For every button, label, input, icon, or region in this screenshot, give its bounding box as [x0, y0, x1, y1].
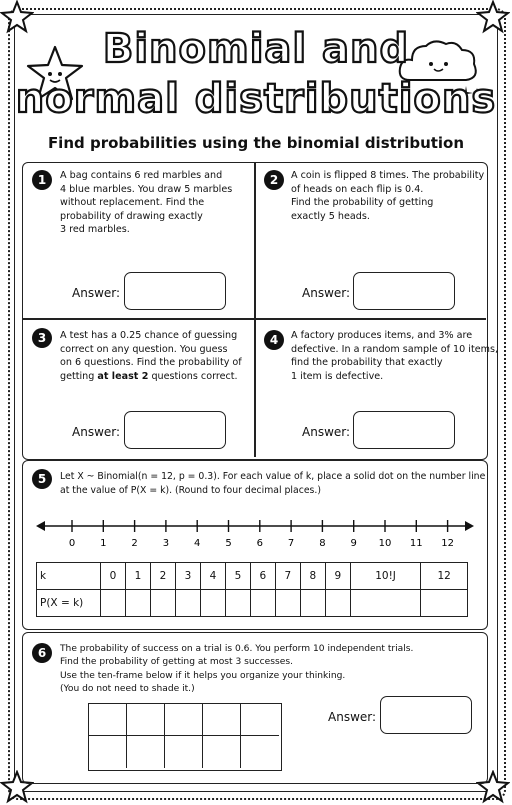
table-cell-probability[interactable]: [200, 590, 225, 617]
problem-2-answer-box[interactable]: [353, 272, 455, 310]
arrow-right-icon: [465, 521, 474, 531]
page-title: [0, 24, 512, 124]
number-line-label: 10: [378, 538, 392, 549]
table-cell-k: 0: [101, 563, 126, 590]
number-line-label: 6: [256, 538, 263, 549]
problem-number-badge: 4: [264, 330, 284, 350]
table-cell-probability[interactable]: [325, 590, 350, 617]
number-line-label: 5: [225, 538, 232, 549]
table-cell-probability[interactable]: [125, 590, 150, 617]
grid-divider-horizontal: [23, 318, 486, 320]
table-row-k: [37, 563, 468, 590]
grid-divider-vertical: [254, 163, 256, 457]
ten-frame-cell[interactable]: [127, 704, 165, 736]
problem-6-text: The probability of success on a trial is 0.6. You perform 10 independent trials. Find the probability of getting at most 3 successes. Use the ten-frame below if it helps you organize your thinking. (You do not need to shade it.): [60, 644, 414, 695]
problem-3-text-part: questions correct.: [148, 370, 238, 382]
problem-3-text-part: A test has a 0.25 chance of guessing correct on any question. You guess on 6 questions. Find the probability of getting: [60, 330, 242, 382]
table-cell-probability[interactable]: [101, 590, 126, 617]
answer-label: Answer:: [72, 286, 121, 300]
problem-1-text: A bag contains 6 red marbles and 4 blue marbles. You draw 5 marbles without replacement. Find the probability of drawing exactly 3 red marbles.: [60, 170, 233, 236]
subtitle: Find probabilities using the binomial distribution: [47, 134, 465, 152]
problem-3-answer-box[interactable]: [124, 411, 226, 449]
table-cell-k: 1: [125, 563, 150, 590]
number-line-label: 2: [131, 538, 138, 549]
ten-frame-cell[interactable]: [165, 736, 203, 768]
table-header-k: k: [37, 563, 101, 590]
number-line-label: 4: [194, 538, 201, 549]
ten-frame-cell[interactable]: [127, 736, 165, 768]
table-cell-probability[interactable]: [225, 590, 250, 617]
number-line-label: 11: [409, 538, 423, 549]
ten-frame[interactable]: [88, 703, 282, 771]
table-cell-k: 5: [225, 563, 250, 590]
table-cell-k: 10!J: [350, 563, 420, 590]
table-cell-k: 7: [275, 563, 300, 590]
table-row-p: [37, 590, 468, 617]
problem-4-answer-box[interactable]: [353, 411, 455, 449]
table-cell-probability[interactable]: [421, 590, 468, 617]
number-line-label: 12: [441, 538, 454, 549]
ten-frame-cell[interactable]: [241, 736, 279, 768]
table-cell-k: 8: [300, 563, 325, 590]
ten-frame-cell[interactable]: [203, 736, 241, 768]
problem-6-answer-box[interactable]: [380, 696, 472, 734]
answer-label: Answer:: [302, 425, 351, 439]
table-cell-probability[interactable]: [175, 590, 200, 617]
problem-1-answer-box[interactable]: [124, 272, 226, 310]
number-line[interactable]: [36, 512, 476, 552]
answer-label: Answer:: [72, 425, 121, 439]
problem-number-badge: 2: [264, 170, 284, 190]
answer-label: Answer:: [328, 710, 377, 724]
table-cell-k: 6: [250, 563, 275, 590]
arrow-left-icon: [36, 521, 45, 531]
table-cell-probability[interactable]: [250, 590, 275, 617]
problem-3-text-bold: at least 2: [97, 370, 149, 382]
problem-2-text: A coin is flipped 8 times. The probability of heads on each flip is 0.4. Find the probability of getting exactly 5 heads.: [291, 170, 485, 222]
table-header-p: P(X = k): [37, 590, 101, 617]
number-line-label: 0: [68, 538, 76, 549]
ten-frame-cell[interactable]: [203, 704, 241, 736]
problem-5-text: Let X ~ Binomial(n = 12, p = 0.3). For each value of k, place a solid dot on the number line at the value of P(X = k). (Round to four decimal places.): [60, 471, 486, 496]
title-line-2: normal distributions: [15, 76, 497, 122]
table-cell-k: 12: [421, 563, 468, 590]
table-cell-k: 9: [325, 563, 350, 590]
probability-table: [36, 562, 468, 617]
number-line-label: 1: [100, 538, 107, 549]
title-line-1: Binomial and: [102, 26, 410, 72]
number-line-label: 3: [162, 538, 170, 549]
table-cell-probability[interactable]: [150, 590, 175, 617]
problem-3-text: [60, 329, 242, 383]
table-cell-k: 4: [200, 563, 225, 590]
number-line-label: 8: [319, 538, 326, 549]
ten-frame-cell[interactable]: [165, 704, 203, 736]
table-cell-probability[interactable]: [350, 590, 420, 617]
table-cell-probability[interactable]: [275, 590, 300, 617]
number-line-label: 9: [350, 538, 357, 549]
table-cell-k: 3: [175, 563, 200, 590]
problem-4-text: A factory produces items, and 3% are defective. In a random sample of 10 items, find the probability that exactly 1 item is defective.: [291, 330, 499, 382]
problem-number-badge: 1: [32, 170, 52, 190]
ten-frame-cell[interactable]: [89, 736, 127, 768]
ten-frame-cell[interactable]: [89, 704, 127, 736]
table-cell-k: 2: [150, 563, 175, 590]
answer-label: Answer:: [302, 286, 351, 300]
problem-number-badge: 5: [32, 469, 52, 489]
ten-frame-cell[interactable]: [241, 704, 279, 736]
table-cell-probability[interactable]: [300, 590, 325, 617]
problem-number-badge: 3: [32, 328, 52, 348]
problem-number-badge: 6: [32, 643, 52, 663]
number-line-label: 7: [287, 538, 295, 549]
